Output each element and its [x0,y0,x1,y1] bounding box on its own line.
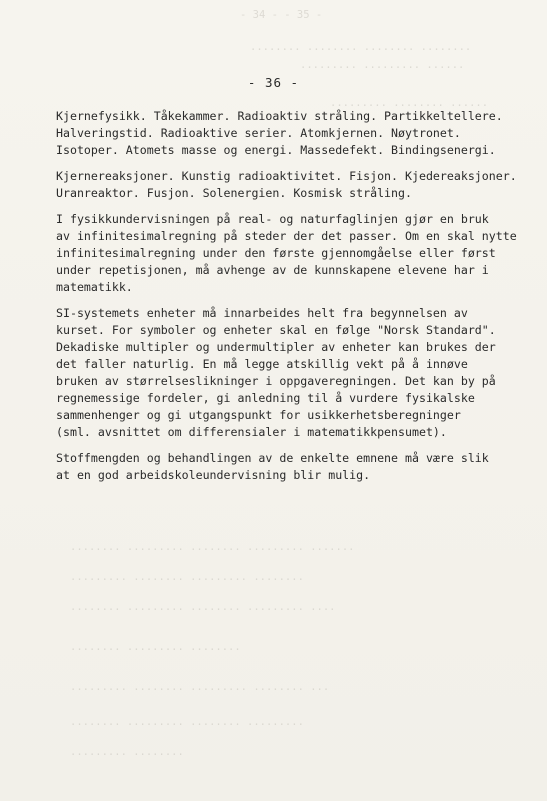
bleed-through-text: ......... ........ [70,746,184,758]
page-number: - 36 - [247,75,300,90]
bleed-through-text: ........ ........ ........ ........ [250,41,472,53]
text-line: (sml. avsnittet om differensialer i matematikkpensumet). [56,425,447,439]
bleed-through-text: - 34 - - 35 - [240,9,323,21]
bleed-through-text: ......... ........ ...... [330,97,489,109]
text-line: Dekadiske multipler og undermultipler av enheter kan brukes der [56,340,496,354]
text-line: infinitesimalregning under den første gjennomgåelse eller først [56,246,496,260]
text-line: bruken av størrelseslikninger i oppgaveregningen. Det kan by på [56,374,496,388]
text-line: Uranreaktor. Fusjon. Solenergien. Kosmisk stråling. [56,186,412,200]
paragraph-infinitesimal-calculus [56,211,526,296]
bleed-through-text: ........ ......... ........ ......... .... [70,601,336,613]
text-line: at en god arbeidskoleundervisning blir mulig. [56,468,371,482]
text-line: regnemessige fordeler, gi anledning til å vurdere fysikalske [56,391,475,405]
text-line: Kjernefysikk. Tåkekammer. Radioaktiv stråling. Partikkeltellere. [56,109,503,123]
text-line: det faller naturlig. En må legge atskillig vekt på å innøve [56,357,468,371]
text-line: Kjernereaksjoner. Kunstig radioaktivitet. Fisjon. Kjedereaksjoner. [56,169,517,183]
text-line: kurset. For symboler og enheter skal en følge "Norsk Standard". [56,323,496,337]
text-line: SI-systemets enheter må innarbeides helt fra begynnelsen av [56,306,468,320]
text-line: Stoffmengden og behandlingen av de enkelte emnene må være slik [56,451,489,465]
bleed-through-text: ........ ......... ........ ......... ....... [70,541,355,553]
text-line: av infinitesimalregning på steder der det passer. Om en skal nytte [56,229,517,243]
paragraph-nuclear-reactions-topics [56,168,526,202]
text-line: Isotoper. Atomets masse og energi. Massedefekt. Bindingsenergi. [56,143,496,157]
bleed-through-text: ........ ......... ........ [70,641,241,653]
paragraph-subject-scope [56,450,526,484]
bleed-through-text: ......... ........ ......... ........ [70,571,304,583]
bleed-through-text: ......... ......... ...... [300,59,465,71]
text-line: sammenhenger og gi utgangspunkt for usikkerhetsberegninger [56,408,461,422]
text-line: matematikk. [56,280,133,294]
text-line: I fysikkundervisningen på real- og naturfaglinjen gjør en bruk [56,212,489,226]
text-line: under repetisjonen, må avhenge av de kunnskapene elevene har i [56,263,489,277]
text-line: Halveringstid. Radioaktive serier. Atomkjernen. Nøytronet. [56,126,461,140]
bleed-through-text: ......... ........ ......... ........ ... [70,681,330,693]
document-body [56,108,526,493]
bleed-through-text: ........ ......... ........ ......... [70,716,304,728]
paragraph-nuclear-physics-topics [56,108,526,159]
paragraph-si-units [56,305,526,441]
